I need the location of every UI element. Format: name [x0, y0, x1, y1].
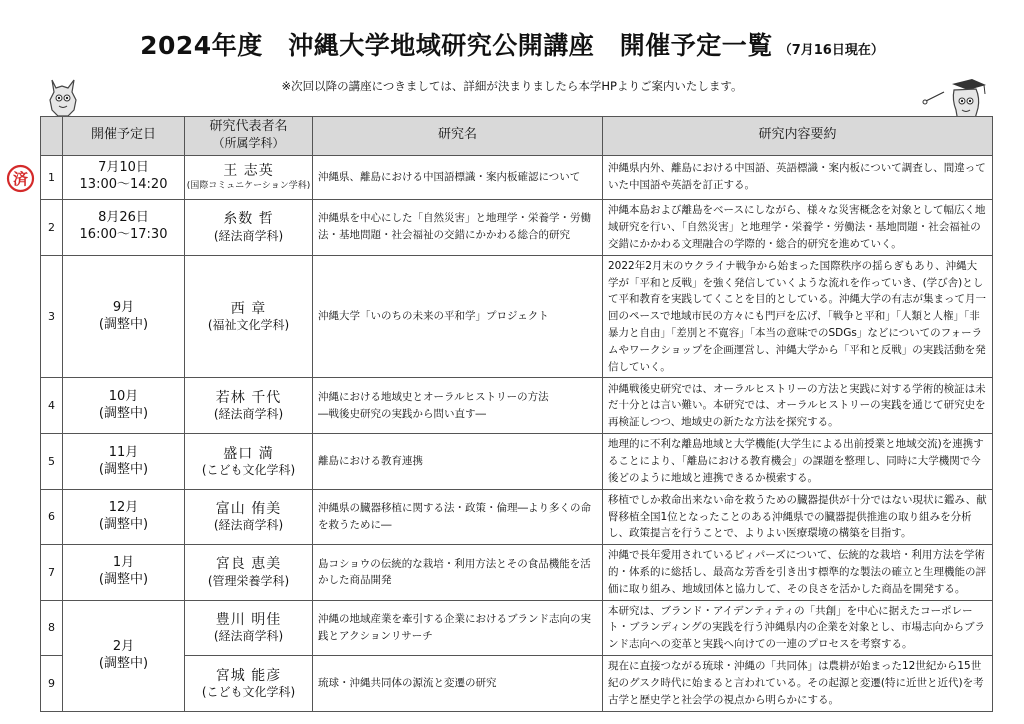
row-summary: 沖縄県内外、離島における中国語、英語標識・案内板について調査し、間違っていた中国語や英語を訂正する。: [603, 155, 993, 199]
row-presenter: [185, 600, 313, 655]
row-date: [63, 255, 185, 378]
row-date-text: 12月 (調整中): [98, 500, 149, 532]
row-date-text: 11月 (調整中): [98, 444, 149, 477]
presenter-department: (管理栄養学科): [207, 573, 290, 588]
table-row: [41, 255, 993, 378]
completed-stamp-icon: [6, 164, 35, 193]
row-topic: 琉球・沖縄共同体の源流と変遷の研究: [313, 655, 603, 711]
row-presenter: [185, 199, 313, 255]
row-presenter: [185, 434, 313, 489]
row-topic: [313, 378, 603, 434]
presenter-department: (福祉文化学科): [207, 317, 290, 332]
row-date: [63, 489, 185, 544]
row-number: 9: [41, 655, 63, 711]
presenter-department: (国際コミュニケーション学科): [186, 180, 311, 191]
presenter-name: 宮城 能彦: [215, 667, 282, 684]
presenter-name: 西 章: [230, 300, 267, 317]
row-presenter: [185, 655, 313, 711]
header-presenter-sub: （所属学科）: [212, 135, 285, 150]
row-topic: 沖縄の地域産業を牽引する企業におけるブランド志向の実践とアクションリサーチ: [313, 600, 603, 655]
page-title-row: [0, 26, 1024, 62]
presenter-department: (経法商学科): [213, 629, 284, 644]
row-number: 5: [41, 434, 63, 489]
row-summary: 2022年2月末のウクライナ戦争から始まった国際秩序の揺らぎもあり、沖縄大学が「平和と反戦」を強く発信していくような流れを作っていき、(学び舎)として平和教育を実践してくことを目的としている。沖縄大学の有志が集まって月一回のペースで地域市民の方々にも門戸を広げ、「戦争と平和」「人類と人権」「非暴力と自由」「差別と不寛容」「本当の意味でのSDGs」などについてのフォーラムやワークショップを企画運営し、沖縄大学から「平和と反戦」の実践活動を発信していく。: [603, 255, 993, 378]
row-date-text: 1月 (調整中): [98, 555, 149, 588]
row-topic: 沖縄県、離島における中国語標識・案内板確認について: [313, 155, 603, 199]
presenter-name: 富山 侑美: [215, 501, 282, 518]
table-row: [41, 434, 993, 489]
presenter-department: (こども文化学科): [201, 462, 296, 477]
header-topic: 研究名: [313, 117, 603, 156]
table-row: [41, 489, 993, 544]
presenter-department: (経法商学科): [213, 228, 284, 243]
row-number: 1: [41, 155, 63, 199]
row-date-text: 8月26日 16:00～17:30: [79, 210, 168, 243]
row-presenter: [185, 255, 313, 378]
row-number: 7: [41, 545, 63, 600]
header-summary: 研究内容要約: [603, 117, 993, 156]
stamp-label: 済: [12, 170, 29, 188]
row-summary: 現在に直接つながる琉球・沖縄の「共同体」は農耕が始まった12世紀から15世紀のグスク時代に始まると言われている。その起源と変遷(特に近世と近代)を考古学と歴史学と社会学の視点から明らかにする。: [603, 655, 993, 711]
row-summary: 移植でしか救命出来ない命を救うための臓器提供が十分ではない現状に鑑み、献腎移植全国1位となったことのある沖縄県での臓器提供推進の取り組みを分析し、政策提言を行うことで、よりよい医療環境の構築を目指す。: [603, 489, 993, 544]
presenter-name: 王 志英: [223, 163, 274, 180]
table-row: [41, 155, 993, 199]
row-presenter: [185, 489, 313, 544]
row-number: 2: [41, 199, 63, 255]
schedule-table: [40, 116, 993, 712]
row-date-text: 7月10日 13:00～14:20: [79, 160, 168, 193]
row-number: 6: [41, 489, 63, 544]
presenter-name: 宮良 恵美: [215, 556, 282, 573]
row-number: 8: [41, 600, 63, 655]
as-of-date: （7月16日現在）: [778, 43, 884, 58]
header-presenter: [185, 117, 313, 156]
row-summary: 沖縄で長年愛用されているピィパーズについて、伝統的な栽培・利用方法を学術的・体系的に総括し、最高な芳香を引き出す標準的な製法の確立と生理機能の評価に取り組み、地域団体と協力して、その良さを活かした商品を開発する。: [603, 545, 993, 600]
presenter-department: (経法商学科): [213, 518, 284, 533]
row-date: [63, 434, 185, 489]
row-date: [63, 155, 185, 199]
presenter-department: (経法商学科): [213, 407, 284, 422]
row-summary: 沖縄本島および離島をベースにしながら、様々な災害概念を対象として幅広く地域研究を行い、「自然災害」と地理学・栄養学・労働法・基地問題・社会福祉の交錯にかかわる文理融合の学際的・総合的研究を進めていく。: [603, 199, 993, 255]
row-presenter: [185, 378, 313, 434]
table-row: [41, 600, 993, 655]
row-date-text: 9月 (調整中): [98, 299, 149, 332]
presenter-name: 豊川 明佳: [215, 611, 282, 628]
row-topic: 沖縄大学「いのちの未来の平和学」プロジェクト: [313, 255, 603, 378]
row-presenter: [185, 155, 313, 199]
table-header-row: [41, 117, 993, 156]
mascot-left-icon: [40, 72, 86, 122]
row-topic: 沖縄県の臓器移植に関する法・政策・倫理―より多くの命を救うために―: [313, 489, 603, 544]
row-date: [63, 378, 185, 434]
row-summary: 地理的に不利な離島地域と大学機能(大学生による出前授業と地域交流)を連携することにより、「離島における教育機会」の課題を整理し、同時に大学機関で今後どのように地域と連携できるか模索する。: [603, 434, 993, 489]
row-summary: 沖縄戦後史研究では、オーラルヒストリーの方法と実践に対する学術的検証は未だ十分とは言い難い。本研究では、オーラルヒストリーの実践を通じて研究史を再検証しつつ、地域史の新たな方法を探究する。: [603, 378, 993, 434]
row-number: 4: [41, 378, 63, 434]
page-title: 2024年度 沖縄大学地域研究公開講座 開催予定一覧: [140, 31, 773, 60]
presenter-name: 若林 千代: [215, 389, 282, 406]
table-row: [41, 545, 993, 600]
row-topic-text: 沖縄における地域史とオーラルヒストリーの方法 ―戦後史研究の実践から問い直す―: [318, 391, 549, 420]
row-date-text: 10月 (調整中): [98, 388, 149, 421]
notice-text: ※次回以降の講座につきましては、詳細が決まりましたら本学HPよりご案内いたします。: [281, 79, 743, 93]
row-date: [63, 199, 185, 255]
row-topic: 島コショウの伝統的な栽培・利用方法とその食品機能を活かした商品開発: [313, 545, 603, 600]
presenter-name: 糸数 哲: [223, 211, 274, 228]
row-number: 3: [41, 255, 63, 378]
row-date: [63, 545, 185, 600]
row-date-text: 2月 (調整中): [98, 638, 149, 671]
row-topic: 離島における教育連携: [313, 434, 603, 489]
header-no: [41, 117, 63, 156]
table-row: [41, 199, 993, 255]
presenter-name: 盛口 満: [223, 445, 274, 462]
row-date: [63, 600, 185, 711]
row-topic: 沖縄県を中心にした「自然災害」と地理学・栄養学・労働法・基地問題・社会福祉の交錯にかかわる総合的研究: [313, 199, 603, 255]
presenter-department: (こども文化学科): [201, 684, 296, 699]
header-date: 開催予定日: [63, 117, 185, 156]
header-presenter-label: 研究代表者名: [209, 119, 288, 134]
table-row: [41, 378, 993, 434]
row-summary: 本研究は、ブランド・アイデンティティの「共創」を中心に据えたコーポレート・ブランディングの実践を行う沖縄県内の企業を対象とし、市場志向からブランド志向への変革と実践へ向けての一連のプロセスを考察する。: [603, 600, 993, 655]
row-presenter: [185, 545, 313, 600]
